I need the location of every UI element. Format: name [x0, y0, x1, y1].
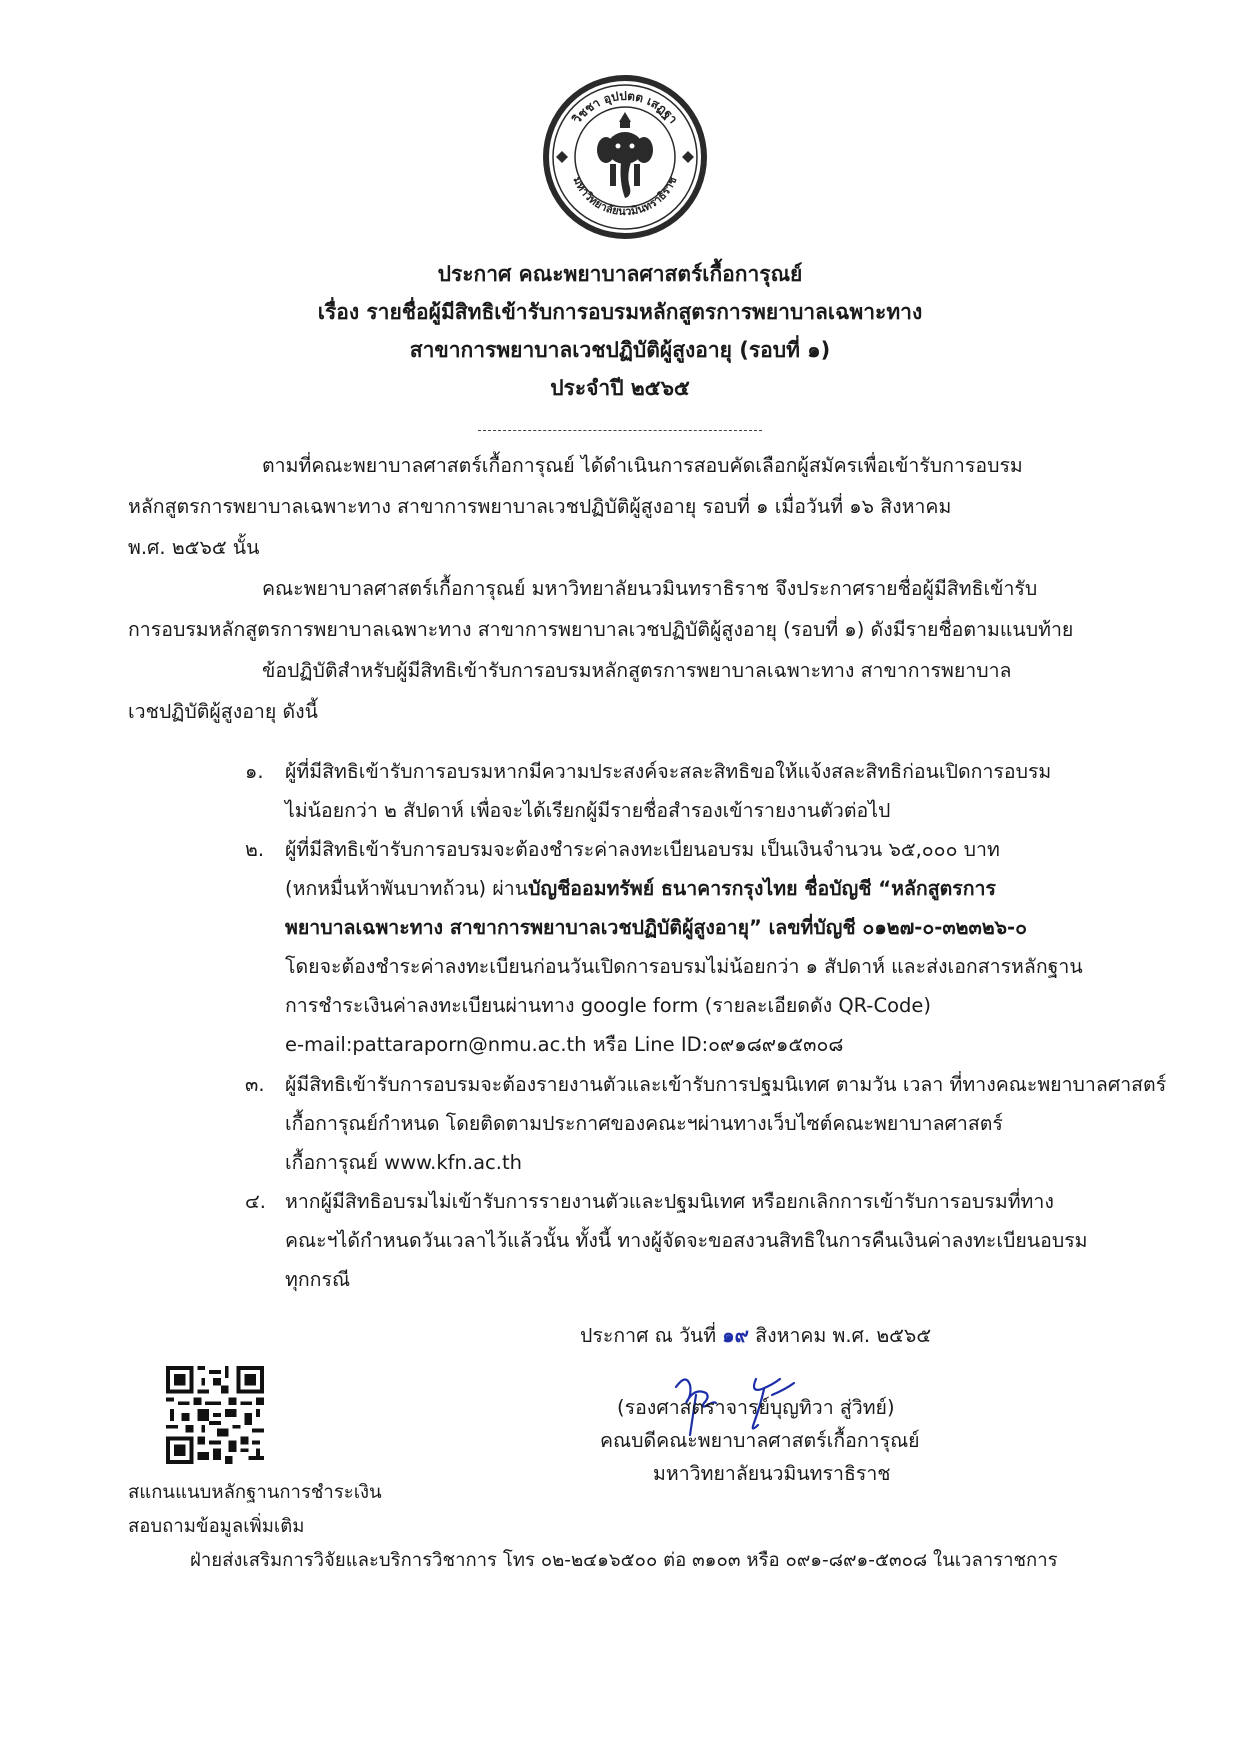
- item-2-amount-words: (หกหมื่นห้าพันบาทถ้วน) ผ่าน: [285, 877, 529, 900]
- item-4-line-2: คณะฯได้กำหนดวันเวลาไว้แล้วนั้น ทั้งนี้ ทางผู้จัดจะขอสงวนสิทธิในการคืนเงินค่าลงทะเบียนอบรม: [285, 1229, 1088, 1252]
- date-day-handwritten: ๑๙: [722, 1324, 749, 1347]
- footer-contact: ฝ่ายส่งเสริมการวิจัยและบริการวิชาการ โทร ๐๒-๒๔๑๖๕๐๐ ต่อ ๓๑๐๓ หรือ ๐๙๑-๘๙๑-๕๓๐๘ ในเวลาราชการ: [190, 1550, 1058, 1571]
- paragraph-1-line-1: ตามที่คณะพยาบาลศาสตร์เกื้อการุณย์ ได้ดำเนินการสอบคัดเลือกผู้สมัครเพื่อเข้ารับการอบรม: [262, 454, 1023, 477]
- signer-organization: มหาวิทยาลัยนวมินทราธิราช: [653, 1462, 891, 1485]
- bank-account-info: บัญชีออมทรัพย์ ธนาคารกรุงไทย ชื่อบัญชี “หลักสูตรการ: [528, 877, 996, 900]
- item-2-line-4: โดยจะต้องชำระค่าลงทะเบียนก่อนวันเปิดการอบรมไม่น้อยกว่า ๑ สัปดาห์ และส่งเอกสารหลักฐาน: [285, 955, 1083, 978]
- paragraph-1-line-2: หลักสูตรการพยาบาลเฉพาะทาง สาขาการพยาบาลเวชปฏิบัติผู้สูงอายุ รอบที่ ๑ เมื่อวันที่ ๑๖ สิงหาคม: [128, 495, 952, 518]
- paragraph-3-line-1: ข้อปฏิบัติสำหรับผู้มีสิทธิเข้ารับการอบรมหลักสูตรการพยาบาลเฉพาะทาง สาขาการพยาบาล: [262, 659, 1012, 682]
- title-divider: [478, 430, 762, 431]
- item-1-line-1: ผู้ที่มีสิทธิเข้ารับการอบรมหากมีความประสงค์จะสละสิทธิขอให้แจ้งสละสิทธิก่อนเปิดการอบรม: [285, 760, 1052, 783]
- item-2-line-3: พยาบาลเฉพาะทาง สาขาการพยาบาลเวชปฏิบัติผู้สูงอายุ” เลขที่บัญชี ๐๑๒๗-๐-๓๒๓๒๖-๐: [285, 916, 1028, 939]
- paragraph-1-line-3: พ.ศ. ๒๕๖๕ นั้น: [128, 536, 260, 559]
- item-4-line-1: หากผู้มีสิทธิอบรมไม่เข้ารับการรายงานตัวและปฐมนิเทศ หรือยกเลิกการเข้ารับการอบรมที่ทาง: [285, 1190, 1054, 1213]
- announcement-subject: เรื่อง รายชื่อผู้มีสิทธิเข้ารับการอบรมหลักสูตรการพยาบาลเฉพาะทาง: [317, 300, 923, 324]
- date-prefix: ประกาศ ณ วันที่: [580, 1324, 717, 1347]
- seal-top-text: วิชชา อุปปตต เสฏฐา: [569, 88, 681, 127]
- signer-name: (รองศาสตราจารย์บุญทิวา สู่วิทย์): [617, 1396, 895, 1419]
- item-1-number: ๑.: [245, 760, 264, 783]
- item-2-line-1: ผู้ที่มีสิทธิเข้ารับการอบรมจะต้องชำระค่าลงทะเบียนอบรม เป็นเงินจำนวน ๖๕,๐๐๐ บาท: [285, 838, 1000, 861]
- item-2-line-2: [285, 873, 996, 904]
- announcement-date: [580, 1320, 931, 1351]
- item-3-line-2: เกื้อการุณย์กำหนด โดยติดตามประกาศของคณะฯผ่านทางเว็บไซต์คณะพยาบาลศาสตร์: [285, 1112, 1003, 1135]
- item-3-number: ๓.: [245, 1073, 265, 1096]
- qr-caption-inquiry: สอบถามข้อมูลเพิ่มเติม: [128, 1516, 305, 1537]
- paragraph-2-line-2: การอบรมหลักสูตรการพยาบาลเฉพาะทาง สาขาการพยาบาลเวชปฏิบัติผู้สูงอายุ (รอบที่ ๑) ดังมีรายชื่อตามแนบท้าย: [128, 618, 1074, 641]
- qr-caption-payment: สแกนแนบหลักฐานการชำระเงิน: [128, 1482, 382, 1503]
- announcement-year: ประจำปี ๒๕๖๕: [550, 376, 690, 400]
- qr-code[interactable]: [166, 1366, 264, 1464]
- announcement-title: ประกาศ คณะพยาบาลศาสตร์เกื้อการุณย์: [437, 262, 803, 286]
- contact-email-link[interactable]: e-mail:pattaraporn@nmu.ac.th: [285, 1033, 587, 1056]
- item-3-line-1: ผู้มีสิทธิเข้ารับการอบรมจะต้องรายงานตัวและเข้ารับการปฐมนิเทศ ตามวัน เวลา ที่ทางคณะพยาบาลศาสตร์: [285, 1073, 1167, 1096]
- contact-line-id: หรือ Line ID:๐๙๑๘๙๑๕๓๐๘: [592, 1033, 844, 1056]
- seal-bottom-text: มหาวิทยาลัยนวมินทราธิราช: [570, 174, 680, 219]
- item-3-line-3: เกื้อการุณย์ www.kfn.ac.th: [285, 1151, 522, 1174]
- item-4-number: ๔.: [245, 1190, 266, 1213]
- announcement-field: สาขาการพยาบาลเวชปฏิบัติผู้สูงอายุ (รอบที่ ๑): [409, 338, 831, 362]
- paragraph-2-line-1: คณะพยาบาลศาสตร์เกื้อการุณย์ มหาวิทยาลัยนวมินทราธิราช จึงประกาศรายชื่อผู้มีสิทธิเข้ารับ: [262, 577, 1038, 600]
- item-4-line-3: ทุกกรณี: [285, 1268, 351, 1291]
- university-seal: [540, 72, 710, 242]
- date-suffix: สิงหาคม พ.ศ. ๒๕๖๕: [755, 1324, 932, 1347]
- item-2-number: ๒.: [245, 838, 265, 861]
- item-1-line-2: ไม่น้อยกว่า ๒ สัปดาห์ เพื่อจะได้เรียกผู้มีรายชื่อสำรองเข้ารายงานตัวต่อไป: [285, 799, 891, 822]
- signer-position: คณบดีคณะพยาบาลศาสตร์เกื้อการุณย์: [600, 1429, 920, 1452]
- paragraph-3-line-2: เวชปฏิบัติผู้สูงอายุ ดังนี้: [128, 700, 319, 723]
- item-2-line-6: [285, 1029, 843, 1060]
- item-2-line-5: การชำระเงินค่าลงทะเบียนผ่านทาง google form (รายละเอียดดัง QR-Code): [285, 994, 931, 1017]
